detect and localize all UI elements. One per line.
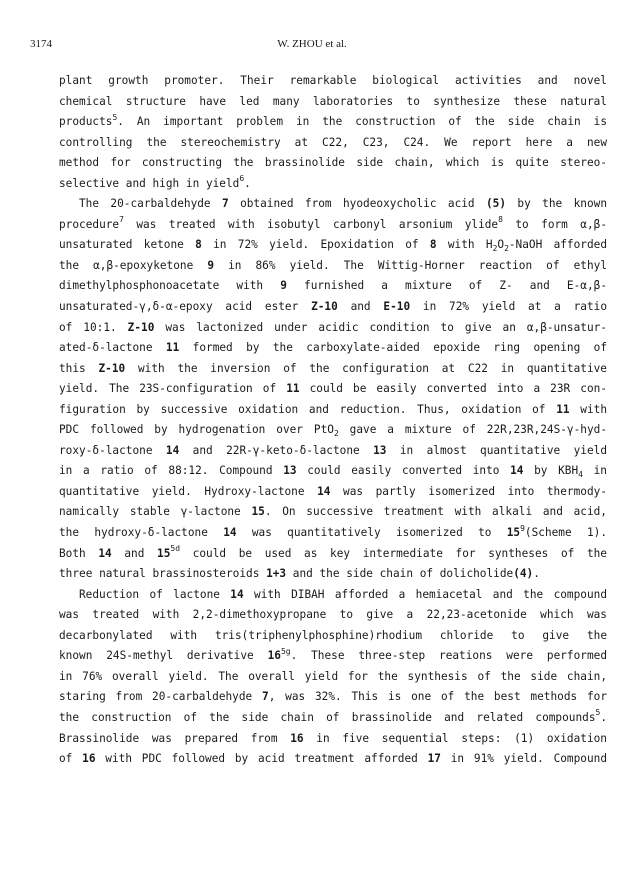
text-line: unsaturated-γ,δ-α-epoxy acid ester Z-10 and E-10 in 72% yield at a ratio [59, 300, 607, 314]
text-line: chemical structure have led many laboratories to synthesize these natural [59, 94, 607, 108]
text-line: the α,β-epoxyketone 9 in 86% yield. The Wittig-Horner reaction of ethyl [59, 258, 607, 272]
text-line: procedure$^7$ was treated with isobutyl carbonyl arsonium ylide$^8$ to form α,β- [59, 215, 607, 231]
text-line: was treated with 2,2-dimethoxypropane to give a 22,23-acetonide which was [59, 608, 607, 622]
text-line: known 24S-methyl derivative $16^{5g}$. These three-step reations were performed [59, 646, 607, 663]
text-line: decarbonylated with tris(triphenylphosphine)rhodium chloride to give the [59, 628, 607, 642]
text-line: Reduction of lactone 14 with DIBAH afforded a hemiacetal and the compound [79, 587, 607, 601]
text-line: The 20-carbaldehyde 7 obtained from hyodeoxycholic acid (5) by the known [79, 197, 607, 211]
text-line: controlling the stereochemistry at C22, C23, C24. We report here a new [59, 135, 607, 149]
text-line: dimethylphosphonoacetate with 9 furnished a mixture of Z- and E-α,β- [59, 279, 607, 293]
text-line: plant growth promoter. Their remarkable biological activities and novel [59, 74, 607, 87]
text-line: staring from 20-carbaldehyde 7, was 32%. This is one of the best methods for [59, 690, 607, 704]
text-line: unsaturated ketone 8 in 72% yield. Epoxidation of 8 with $H_2O_2$-NaOH afforded [59, 238, 607, 254]
text-line: in a ratio of 88:12. Compound 13 could easily converted into 14 by $KBH_4$ in [59, 464, 607, 480]
body-text [59, 71, 607, 770]
text-line: roxy-δ-lactone 14 and 22R-γ-keto-δ-lactone 13 in almost quantitative yield [59, 443, 607, 457]
text-line: products$^5$. An important problem in the construction of the side chain is [59, 112, 607, 129]
text-line: Brassinolide was prepared from 16 in five sequential steps: (1) oxidation [59, 731, 607, 745]
text-line: this Z-10 with the inversion of the configuration at C22 in quantitative [59, 361, 607, 375]
running-head: W. ZHOU et al. [277, 38, 347, 50]
text-line: figuration by successive oxidation and reduction. Thus, oxidation of 11 with [59, 402, 607, 416]
text-line: Both 14 and $15^{5d}$ could be used as key intermediate for syntheses of the [59, 544, 607, 560]
text-line: of 10:1. Z-10 was lactonized under acidic condition to give an α,β-unsatur- [59, 320, 607, 334]
text-line: namically stable γ-lactone 15. On successive treatment with alkali and acid, [59, 505, 607, 519]
text-line: of 16 with PDC followed by acid treatment afforded 17 in 91% yield. Compound [59, 752, 607, 766]
text-line: selective and high in yield$^6$. [59, 174, 251, 190]
text-line: three natural brassinosteroids 1+3 and the side chain of dolicholide(4). [59, 567, 540, 581]
text-line: method for constructing the brassinolide side chain, which is quite stereo- [59, 156, 607, 170]
running-header [0, 38, 624, 52]
text-line: quantitative yield. Hydroxy-lactone 14 was partly isomerized into thermody- [59, 484, 607, 498]
text-line: yield. The 23S-configuration of 11 could be easily converted into a 23R con- [59, 382, 607, 396]
page-number: 3174 [30, 38, 52, 50]
text-line: PDC followed by hydrogenation over PtO$_2$ gave a mixture of 22R,23R,24S-γ-hyd- [59, 423, 607, 439]
text-line: the construction of the side chain of brassinolide and related compounds$^5$. [59, 708, 607, 724]
text-line: ated-δ-lactone 11 formed by the carboxylate-aided epoxide ring opening of [59, 341, 607, 355]
text-line: in 76% overall yield. The overall yield for the synthesis of the side chain, [59, 669, 607, 683]
text-line: the hydroxy-δ-lactone 14 was quantitatively isomerized to $15^9(Scheme$ 1). [59, 523, 607, 540]
